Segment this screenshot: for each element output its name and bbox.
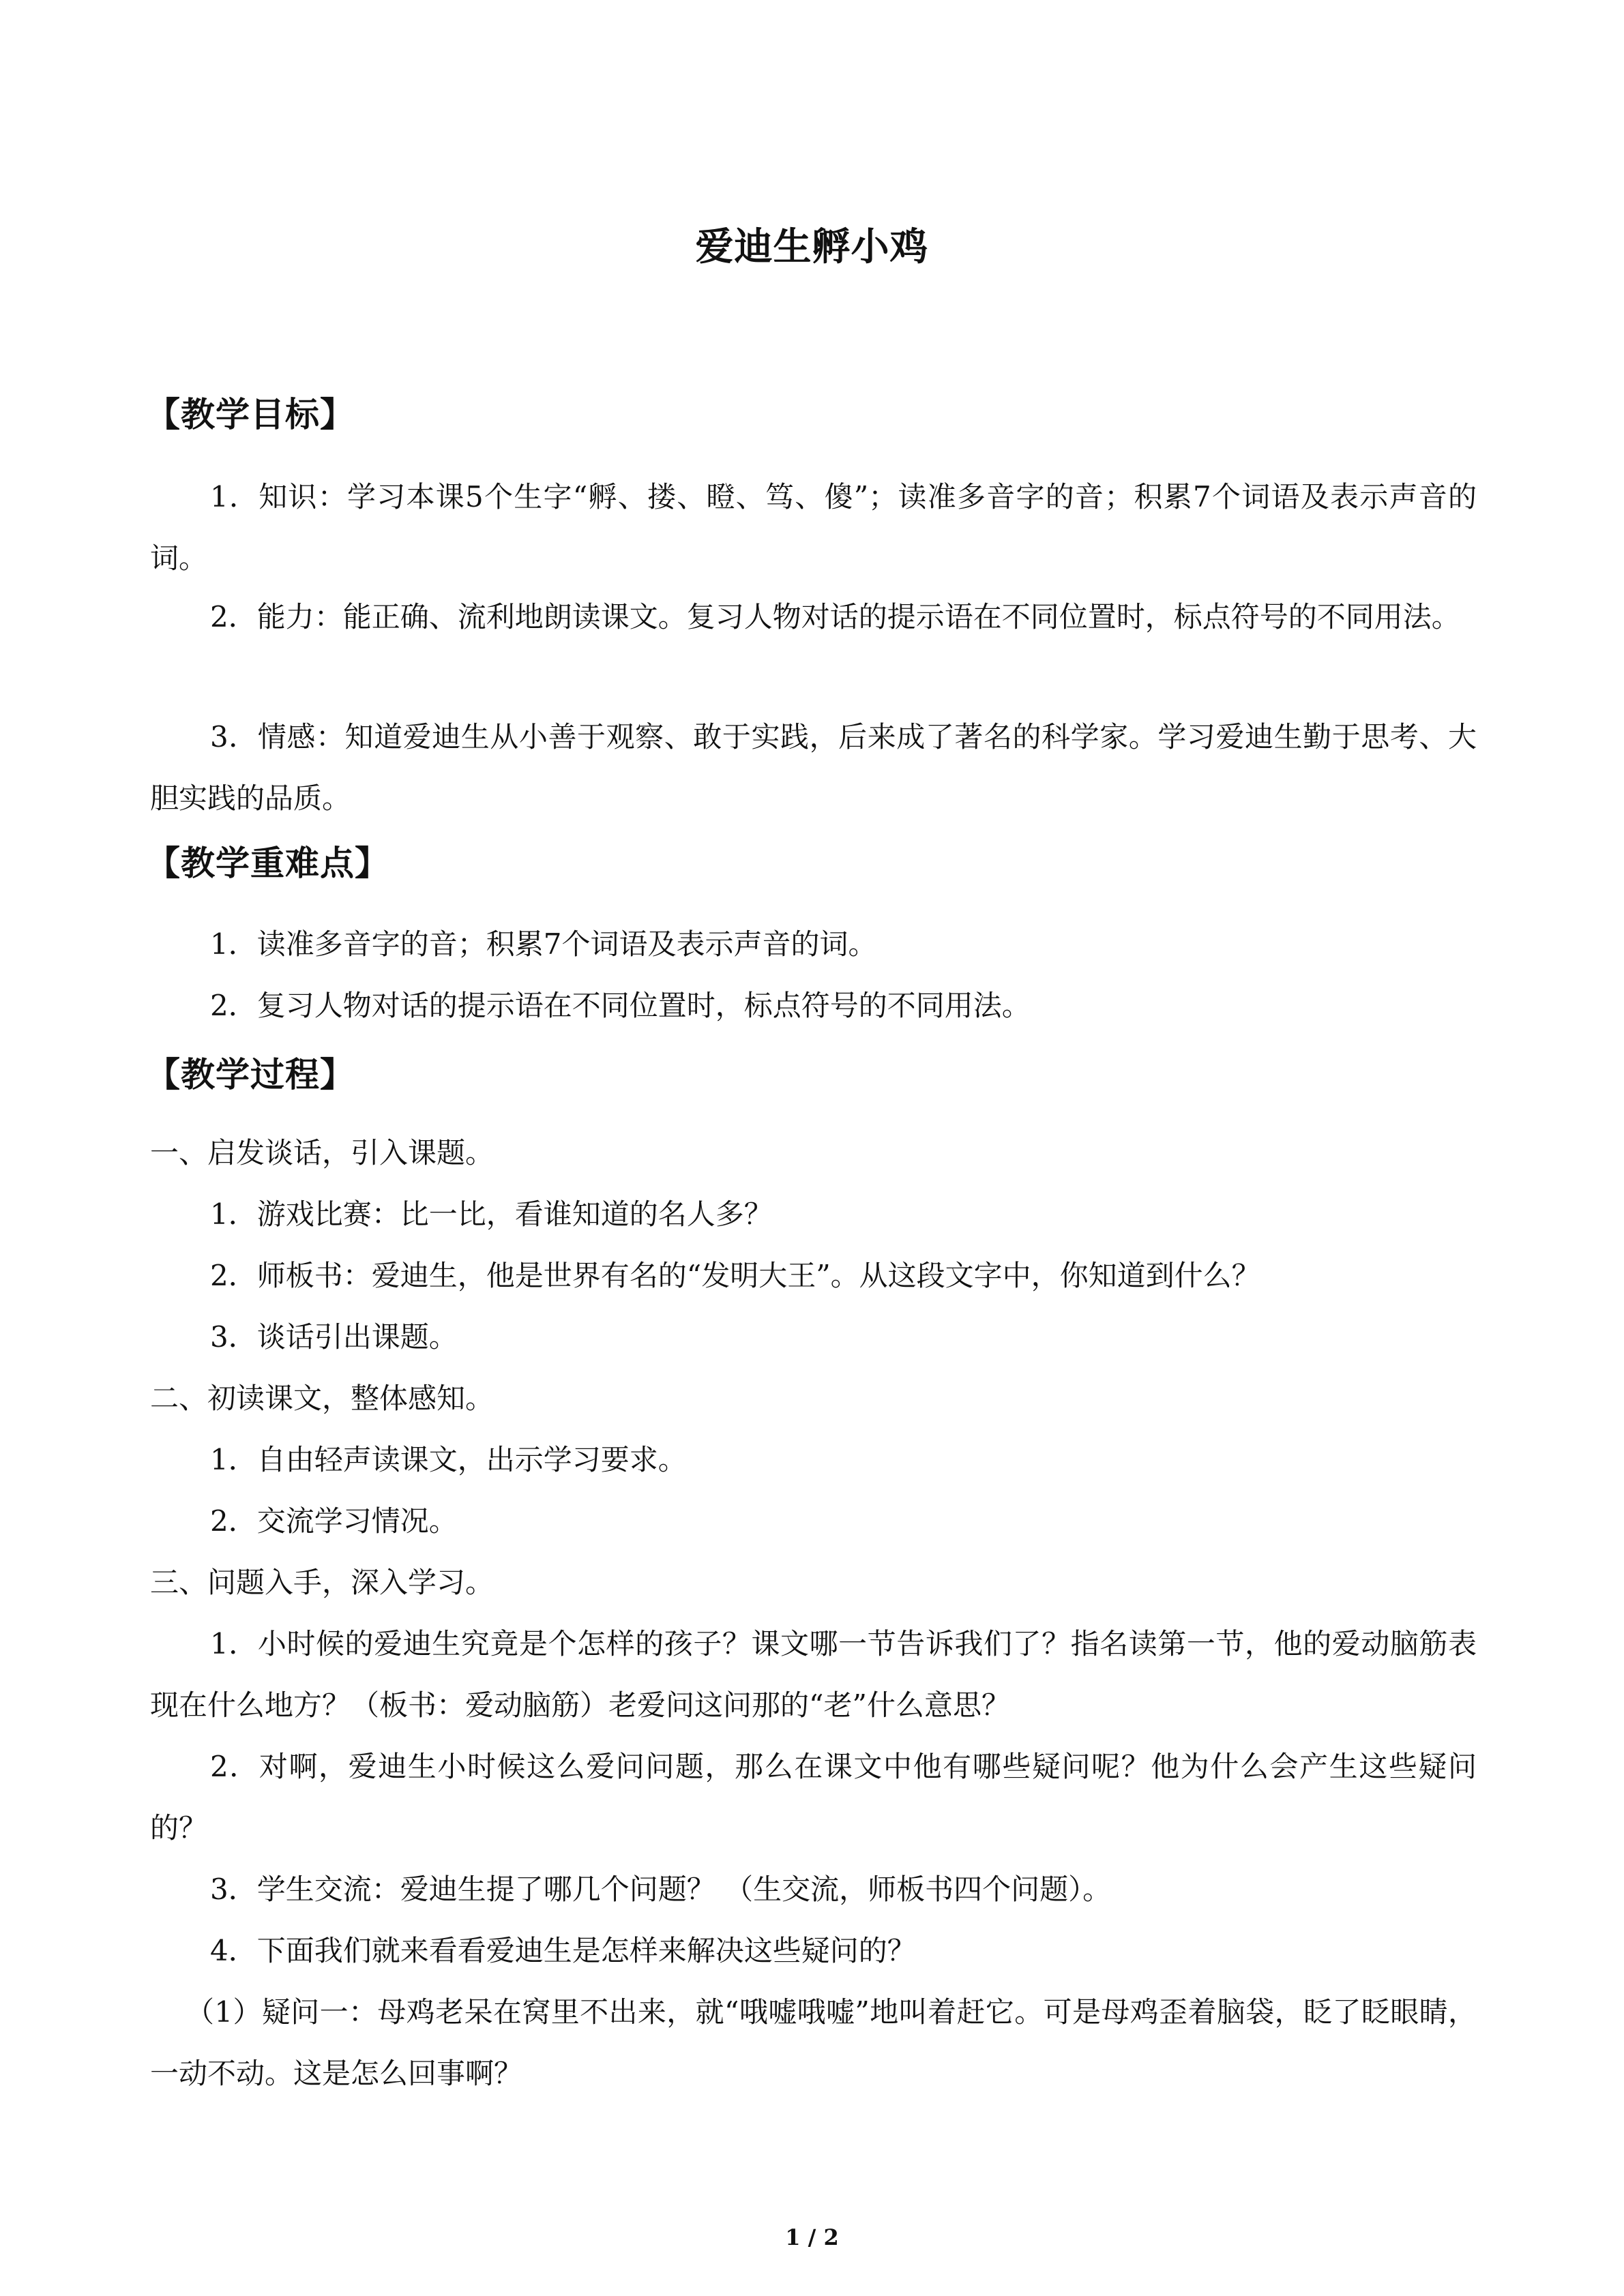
keypoint-item-2: 2．复习人物对话的提示语在不同位置时，标点符号的不同用法。 [210,989,1031,1022]
process-step3-item-4: 4．下面我们就来看看爱迪生是怎样来解决这些疑问的？ [210,1934,916,1967]
section-heading-goals: 【教学目标】 [146,395,355,434]
goal-item-knowledge: 1．知识：学习本课5个生字“孵、搂、瞪、笃、傻”；读准多音字的音；积累7个词语及表示声音的词。 [150,480,1477,575]
process-step2-title: 二、初读课文，整体感知。 [150,1382,494,1415]
section-heading-keypoints: 【教学重难点】 [146,844,389,883]
keypoint-item-1: 1．读准多音字的音；积累7个词语及表示声音的词。 [210,927,877,961]
process-step1-title: 一、启发谈话，引入课题。 [150,1136,494,1169]
process-step3-item-1: 1．小时候的爱迪生究竟是个怎样的孩子？课文哪一节告诉我们了？指名读第一节，他的爱动脑筋表现在什么地方？（板书：爱动脑筋）老爱问这问那的“老”什么意思？ [150,1627,1477,1722]
goal-item-emotion: 3．情感：知道爱迪生从小善于观察、敢于实践，后来成了著名的科学家。学习爱迪生勤于思考、大胆实践的品质。 [150,720,1477,815]
process-step2-item-1: 1．自由轻声读课文，出示学习要求。 [210,1443,687,1476]
process-step3-title: 三、问题入手，深入学习。 [150,1566,494,1599]
section-heading-process: 【教学过程】 [146,1055,355,1094]
goal-item-ability: 2．能力：能正确、流利地朗读课文。复习人物对话的提示语在不同位置时，标点符号的不同用法。 [210,600,1460,633]
page-number: 1 / 2 [785,2224,839,2250]
process-step3-item-3: 3．学生交流：爱迪生提了哪几个问题？ （生交流，师板书四个问题）。 [210,1873,1112,1906]
process-step3-question-1: （1）疑问一：母鸡老呆在窝里不出来，就“哦嘘哦嘘”地叫着赶它。可是母鸡歪着脑袋，眨了眨眼睛，一动不动。这是怎么回事啊？ [150,1995,1477,2090]
document-title: 爱迪生孵小鸡 [695,225,929,269]
process-step1-item-2: 2．师板书：爱迪生，他是世界有名的“发明大王”。从这段文字中，你知道到什么？ [210,1259,1260,1292]
process-step2-item-2: 2．交流学习情况。 [210,1504,458,1538]
process-step3-item-2: 2．对啊，爱迪生小时候这么爱问问题，那么在课文中他有哪些疑问呢？他为什么会产生这些疑问的？ [150,1750,1477,1845]
process-step1-item-3: 3．谈话引出课题。 [210,1320,458,1354]
process-step1-item-1: 1．游戏比赛：比一比，看谁知道的名人多？ [210,1197,773,1231]
